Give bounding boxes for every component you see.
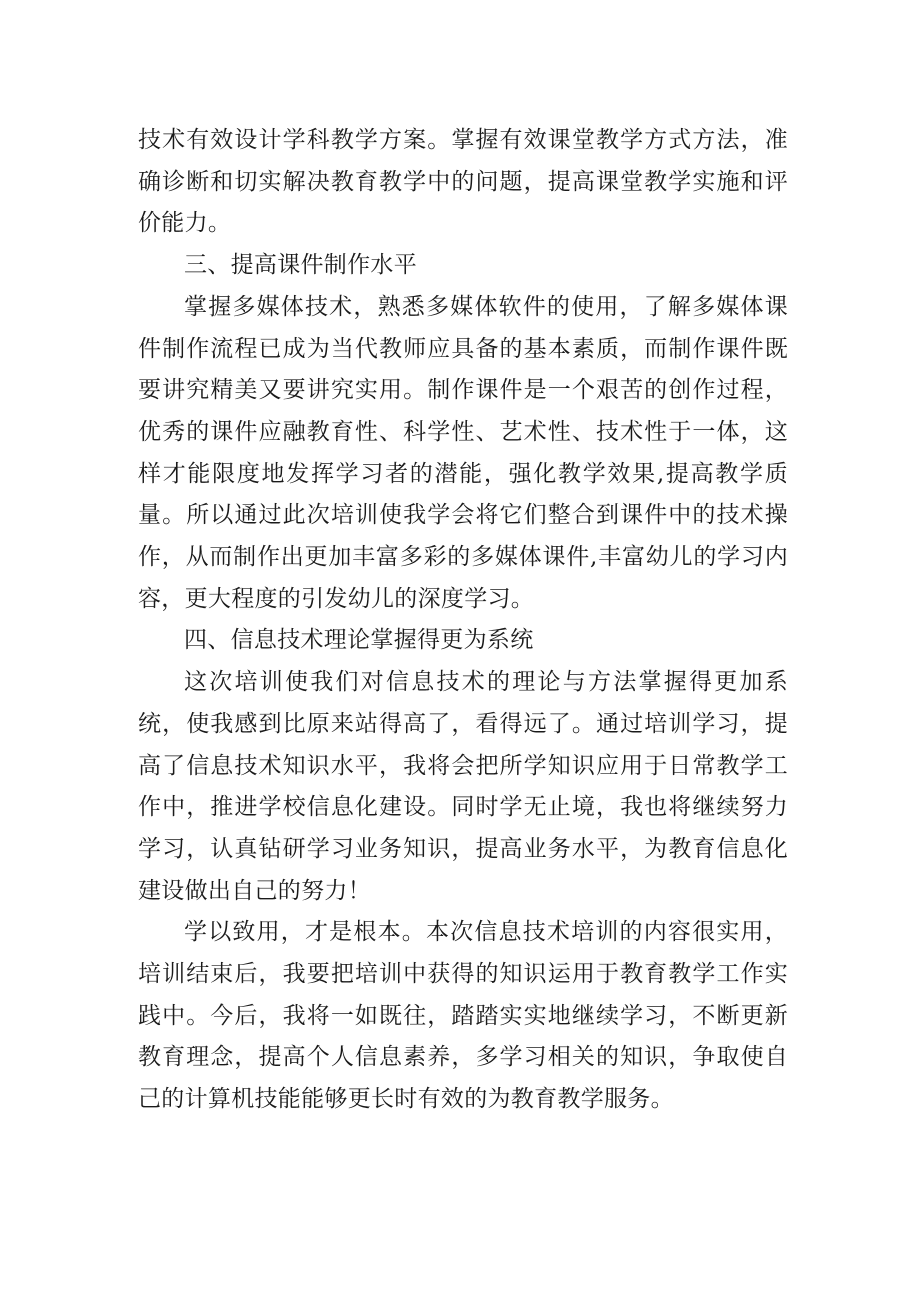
paragraph-theory: 这次培训使我们对信息技术的理论与方法掌握得更加系统，使我感到比原来站得高了，看得远了。通过培训学习，提高了信息技术知识水平，我将会把所学知识应用于日常教学工作中，推进学校信息化建设。同时学无止境，我也将继续努力学习，认真钻研学习业务知识，提高业务水平，为教育信息化建设做出自己的努力！ [138, 669, 788, 904]
section-heading-4: 四、信息技术理论掌握得更为系统 [184, 627, 534, 654]
section-heading-3: 三、提高课件制作水平 [184, 252, 417, 279]
paragraph-courseware: 掌握多媒体技术，熟悉多媒体软件的使用，了解多媒体课件制作流程已成为当代教师应具备的基本素质，而制作课件既要讲究精美又要讲究实用。制作课件是一个艰苦的创作过程，优秀的课件应融教育性、科学性、艺术性、技术性于一体，这样才能限度地发挥学习者的潜能，强化教学效果,提高教学质量。所以通过此次培训使我学会将它们整合到课件中的技术操作，从而制作出更加丰富多彩的多媒体课件,丰富幼儿的学习内容，更大程度的引发幼儿的深度学习。 [138, 293, 788, 612]
paragraph-continued: 技术有效设计学科教学方案。掌握有效课堂教学方式方法，准确诊断和切实解决教育教学中的问题，提高课堂教学实施和评价能力。 [138, 127, 788, 237]
paragraph-conclusion: 学以致用，才是根本。本次信息技术培训的内容很实用，培训结束后，我要把培训中获得的知识运用于教育教学工作实践中。今后，我将一如既往，踏踏实实地继续学习，不断更新教育理念，提高个人信息素养，多学习相关的知识，争取使自己的计算机技能能够更长时有效的为教育教学服务。 [138, 919, 788, 1113]
document-page [138, 120, 788, 1121]
